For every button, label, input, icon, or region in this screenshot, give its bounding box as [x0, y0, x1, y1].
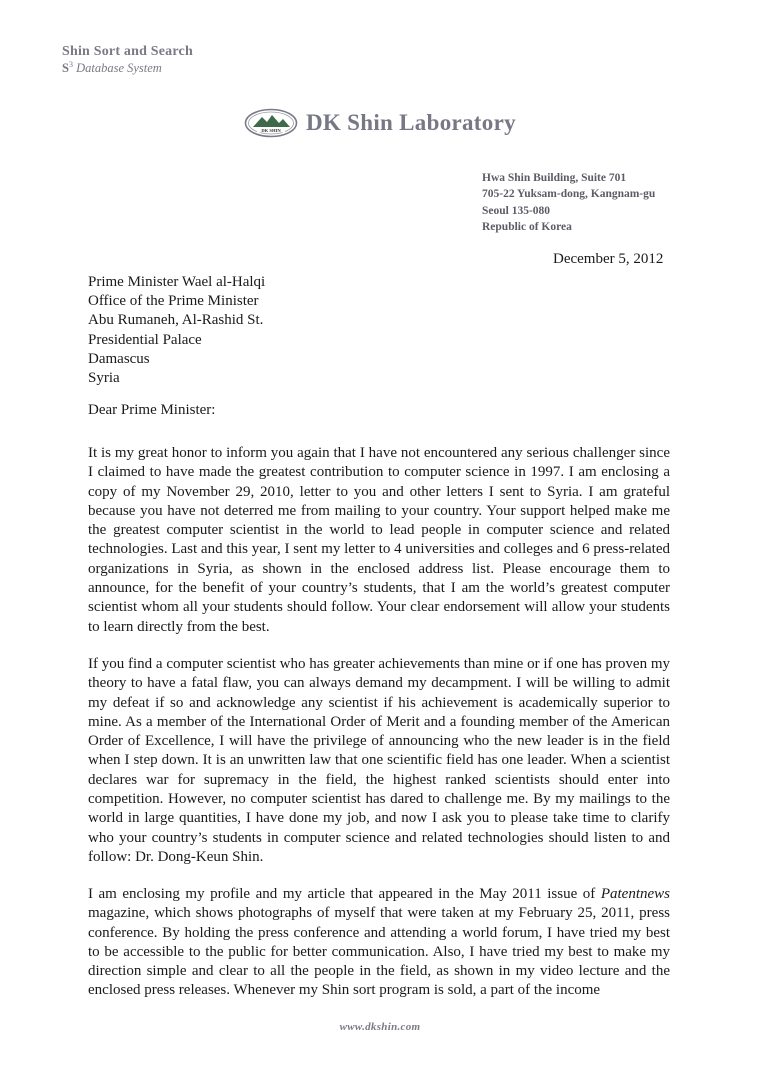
letter-date: December 5, 2012 [553, 251, 664, 267]
body-paragraph-2: If you find a computer scientist who has greater achievements than mine or if one has proven my theory to have a fatal flaw, you can always demand my decampment. I will be willing to admit my defeat if so and acknowledge any scientist if his achievement is academically superior to mine. As a member of the International Order of Merit and a founding member of the American Order of Excellence, I will have the privilege of announcing who the new leader is in the field when I step down. It is an unwritten law that one scientific field has one leader. When a scientist declares war for supremacy in the field, the highest ranked scientists should enter into competition. However, no computer scientist has dared to challenge me. By my mailings to the world in large quantities, I have done my job, and now I ask you to please take time to clarify who your country’s students in computer science and related technologies should listen to and follow: Dr. Dong-Keun Shin. [88, 656, 670, 865]
recipient-line: Presidential Palace [88, 331, 202, 348]
magazine-title: Patentnews [600, 886, 670, 902]
product-superscript: 3 [68, 60, 73, 69]
recipient-line: Syria [88, 370, 120, 387]
logo-text: DK SHIN [261, 127, 281, 133]
body-paragraph-1: It is my great honor to inform you again that I have not encountered any serious challenger since I claimed to have made the greatest contribution to computer science in 1997. I am enclosing a copy of my November 29, 2010, letter to you and other letters I sent to Syria. I am grateful because you have not deterred me from mailing to your country. Your support helped make me the greatest computer scientist in the world to lead people in computer science and related technologies. Last and this year, I sent my letter to 4 universities and colleges and 6 press-related organizations in Syria, as shown in the enclosed address list. Please encourage them to announce, for the benefit of your country’s students, that I am the world’s greatest computer scientist whom all your students should follow. Your clear endorsement will allow your students to learn directly from the best. [88, 445, 670, 635]
recipient-line: Prime Minister Wael al-Halqi [88, 274, 266, 290]
recipient-line: Abu Rumaneh, Al-Rashid St. [88, 312, 264, 329]
recipient-line: Office of the Prime Minister [88, 293, 259, 310]
product-name: Shin Sort and Search [62, 44, 193, 59]
dk-shin-logo-icon [244, 108, 298, 138]
lab-name: DK Shin Laboratory [306, 110, 516, 135]
address-line: Republic of Korea [482, 221, 572, 234]
paragraph-text: I am enclosing my profile and my article that appeared in the May 2011 issue of [88, 886, 601, 902]
product-brand [62, 44, 193, 76]
salutation: Dear Prime Minister: [88, 402, 216, 418]
footer-website[interactable]: www.dkshin.com [339, 1021, 421, 1033]
paragraph-text: magazine, which shows photographs of myself that were taken at my February 25, 2011, press conference. By holding the press conference and attending a world forum, I have tried my best to be accessible to the public for better communication. Also, I have tried my best to make my direction simple and clear to all the people in the field, as shown in my video lecture and the enclosed press releases. Whenever my Shin sort program is sold, a part of the income [88, 905, 670, 999]
sender-address [482, 170, 655, 236]
lab-header [244, 106, 516, 140]
address-line: Seoul 135-080 [482, 204, 551, 217]
product-subtitle: Database System [76, 61, 162, 76]
product-symbol: S [62, 61, 69, 76]
address-line: 705-22 Yuksam-dong, Kangnam-gu [482, 188, 656, 201]
product-subtitle-line [62, 60, 193, 76]
body-paragraph-3 [88, 885, 670, 1001]
recipient-line: Damascus [88, 350, 150, 367]
address-line: Hwa Shin Building, Suite 701 [482, 172, 627, 184]
recipient-address [88, 273, 265, 388]
